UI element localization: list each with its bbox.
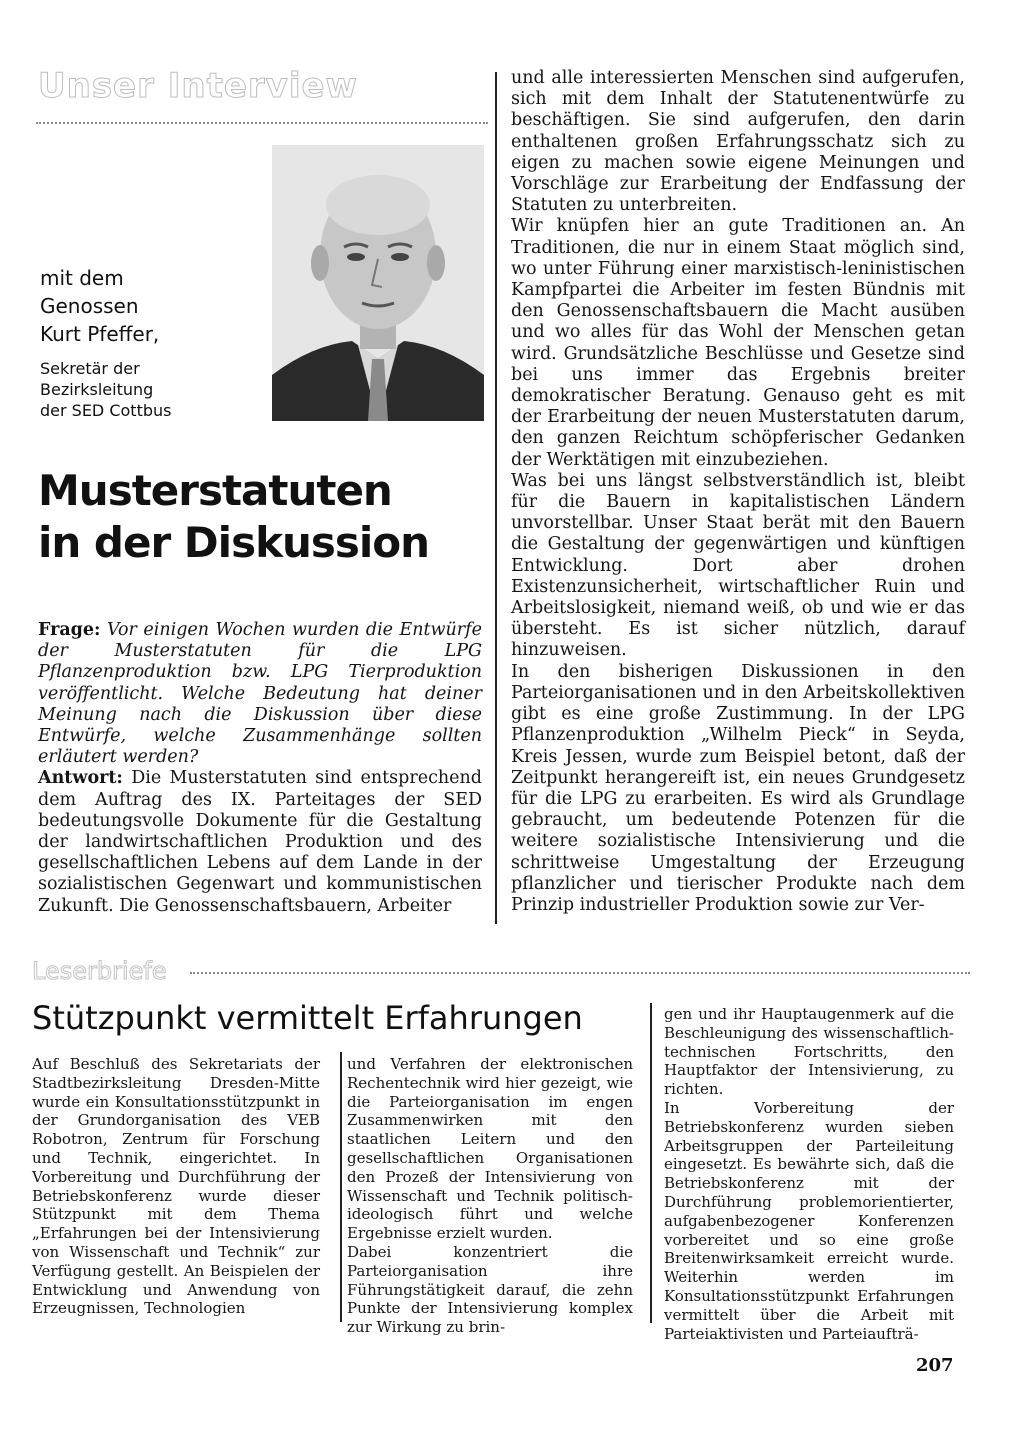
page-number: 207 <box>916 1355 954 1376</box>
intro-line: mit dem <box>40 266 124 290</box>
column-divider <box>650 1003 652 1323</box>
column-divider <box>495 72 497 924</box>
role-line: Sekretär der <box>40 359 140 378</box>
body-paragraph: gen und ihr Hauptaugenmerk auf die Beschleunigung des wissenschaftlich-technischen Fortschritts, den Hauptfaktor der Intensivierung, zu richten. <box>664 1005 954 1099</box>
question-paragraph <box>38 620 482 768</box>
headline-line: in der Diskussion <box>38 518 430 567</box>
body-paragraph: Auf Beschluß des Sekretariats der Stadtbezirksleitung Dresden-Mitte wurde ein Konsultationsstützpunkt in der Grundorganisation des VEB Robotron, Zentrum für Forschung und Technik, eingerichtet. In Vorbereitung und Durchführung der Betriebskonferenz wurde dieser Stützpunkt mit dem Thema „Erfahrungen bei der Intensivierung von Wissenschaft und Technik“ zur Verfügung gestellt. An Beispielen der Entwicklung und Anwendung von Erzeugnissen, Technologien <box>32 1055 320 1318</box>
letters-headline: Stützpunkt vermittelt Erfahrungen <box>32 999 583 1037</box>
body-paragraph: Dabei konzentriert die Parteiorganisation ihre Führungstätigkeit darauf, die zehn Punkte der Intensivierung komplex zur Wirkung zu brin- <box>347 1242 633 1337</box>
section-kicker-interview: Unser Interview <box>38 66 358 106</box>
answer-label: Antwort: <box>38 768 123 789</box>
kicker-rule <box>36 122 488 124</box>
answer-paragraph <box>38 768 482 916</box>
letters-rule <box>190 972 970 974</box>
intro-line: Genossen <box>40 294 139 318</box>
body-paragraph: und alle interessierten Menschen sind aufgerufen, sich mit dem Inhalt der Statutenentwürfe zu beschäftigen. Sie sind aufgerufen, den darin enthaltenen großen Erfahrungsschatz sich zu eigen zu machen sowie eigene Meinungen und Vorschläge zur Erarbeitung der Endfassung der Statuten zu unterbreiten. <box>511 68 965 216</box>
letters-column-2 <box>347 1055 633 1337</box>
portrait-photo <box>272 145 484 421</box>
body-paragraph: In Vorbereitung der Betriebskonferenz wurden sieben Arbeitsgruppen der Parteileitung eingesetzt. Es bewährte sich, daß die Betriebskonferenz mit der Durchführung problemorientierter, aufgabenbezogener Konferenzen vorbereitet und so eine große Breitenwirksamkeit erreicht wurde. Weiterhin werden im Konsultationsstützpunkt Erfahrungen vermittelt über die Arbeit mit Parteiaktivisten und Parteiaufträ- <box>664 1098 954 1343</box>
article-headline <box>38 465 429 569</box>
interview-intro <box>40 264 159 348</box>
intro-name: Kurt Pfeffer, <box>40 322 160 346</box>
question-text: Vor einigen Wochen wurden die Entwürfe der Musterstatuten für die LPG Pflanzenproduktion bzw. LPG Tierproduktion veröffentlicht. Welche Bedeutung hat deiner Meinung nach die Diskussion über diese Entwürfe, welche Zusammenhänge sollten erläutert werden? <box>38 620 482 768</box>
role-line: der SED Cottbus <box>40 401 172 420</box>
body-paragraph: Was bei uns längst selbstverständlich ist, bleibt für die Bauern in kapitalistischen Ländern unvorstellbar. Unser Staat berät mit den Bauern die Gestaltung der gegenwärtigen und künftigen Entwicklung. Dort aber drohen Existenzunsicherheit, wirtschaftlicher Ruin und Arbeitslosigkeit, niemand weiß, ob und wie er das übersteht. Es ist sicher nützlich, darauf hinzuweisen. <box>511 470 965 661</box>
answer-text: Die Musterstatuten sind entsprechend dem Auftrag des IX. Parteitages der SED bedeutungsvolle Dokumente für die Gestaltung der landwirtschaftlichen Produktion und des gesellschaftlichen Lebens auf dem Lande in der sozialistischen Gegenwart und kommunistischen Zukunft. Die Genossenschaftsbauern, Arbeiter <box>38 768 482 916</box>
section-kicker-letters: Leserbriefe <box>32 957 167 985</box>
interview-left-column <box>38 620 482 917</box>
headline-line: Musterstatuten <box>38 466 392 515</box>
role-line: Bezirksleitung <box>40 380 154 399</box>
body-paragraph: Wir knüpfen hier an gute Traditionen an. An Traditionen, die nur in einem Staat möglich sind, wo unter Führung einer marxistisch-leninistischen Kampfpartei die Arbeiter im festen Bündnis mit den Genossenschaftsbauern die Macht ausüben und wo alles für das Wohl der Menschen getan wird. Grundsätzliche Beschlüsse und Gesetze sind bei uns immer das Ergebnis breiter demokratischer Beratung. Genauso geht es mit der Erarbeitung der neuen Musterstatuten darum, den ganzen Reichtum schöpferischer Gedanken der Werktätigen mit einzubeziehen. <box>511 216 965 470</box>
letters-column-3 <box>664 1005 954 1343</box>
body-paragraph: und Verfahren der elektronischen Rechentechnik wird hier gezeigt, wie die Parteiorganisation im engen Zusammenwirken mit den staatlichen Leitern und den gesellschaftlichen Organisationen den Prozeß der Intensivierung von Wissenschaft und Technik politisch-ideologisch führt und welche Ergebnisse erzielt wurden. <box>347 1055 633 1243</box>
letters-column-1 <box>32 1055 320 1318</box>
interview-role <box>40 358 171 421</box>
body-paragraph: In den bisherigen Diskussionen in den Parteiorganisationen und in den Arbeitskollektiven gibt es eine große Zustimmung. In der LPG Pflanzenproduktion „Wilhelm Pieck“ in Seyda, Kreis Jessen, wurde zum Beispiel betont, daß der Zeitpunkt herangereift ist, ein neues Grundgesetz für die LPG zu erarbeiten. Es wird als Grundlage gebraucht, um bedeutende Potenzen für die weitere sozialistische Intensivierung und die schrittweise Umgestaltung der Erzeugung pflanzlicher und tierischer Produkte nach dem Prinzip industrieller Produktion sowie zur Ver- <box>511 661 965 915</box>
interview-right-column <box>511 68 965 916</box>
question-label: Frage: <box>38 620 101 640</box>
column-divider <box>340 1052 342 1322</box>
